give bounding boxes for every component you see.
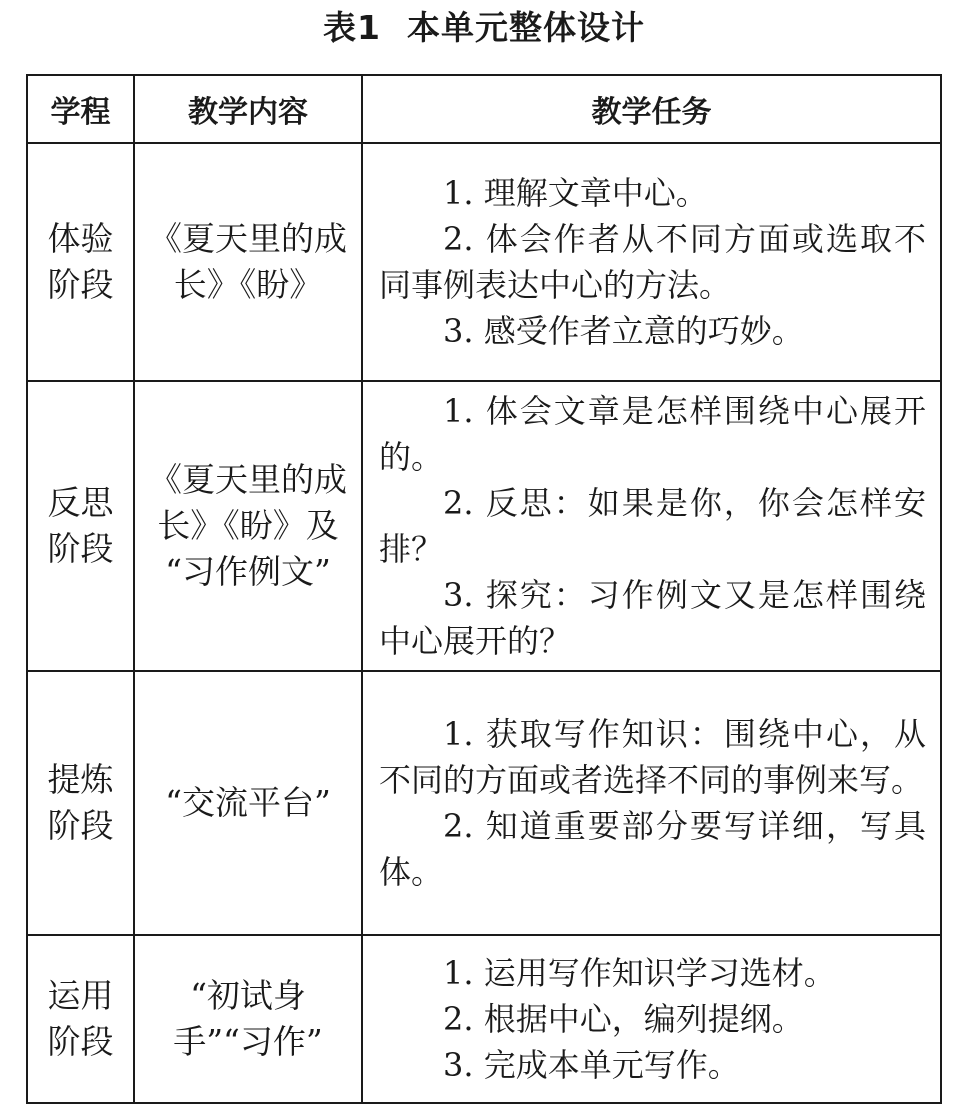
task-item: 3. 感受作者立意的巧妙。 bbox=[443, 312, 804, 350]
content-cell bbox=[134, 381, 362, 671]
task-item: 2. 体会作者从不同方面或选取不同事例表达中心的方法。 bbox=[379, 220, 926, 304]
content-line: “交流平台” bbox=[165, 783, 331, 822]
tasks-cell bbox=[362, 143, 941, 381]
task-item: 2. 根据中心，编列提纲。 bbox=[443, 1000, 804, 1038]
table-row bbox=[27, 671, 941, 935]
content-line: “初试身 bbox=[190, 976, 306, 1015]
content-cell bbox=[134, 935, 362, 1103]
task-item: 1. 获取写作知识：围绕中心，从不同的方面或者选择不同的事例来写。 bbox=[379, 715, 926, 799]
stage-cell bbox=[27, 381, 134, 671]
stage-line: 阶段 bbox=[47, 1022, 114, 1061]
stage-line: 体验 bbox=[47, 219, 114, 258]
task-item: 2. 知道重要部分要写详细，写具体。 bbox=[379, 807, 926, 891]
table-row bbox=[27, 381, 941, 671]
table-row bbox=[27, 143, 941, 381]
table-row bbox=[27, 935, 941, 1103]
table-number: 表1 bbox=[323, 8, 381, 47]
table-title: 本单元整体设计 bbox=[406, 8, 645, 47]
stage-line: 反思 bbox=[47, 483, 114, 522]
header-stage: 学程 bbox=[27, 75, 134, 143]
header-content: 教学内容 bbox=[134, 75, 362, 143]
tasks-cell bbox=[362, 935, 941, 1103]
task-item: 1. 理解文章中心。 bbox=[443, 174, 708, 212]
stage-line: 阶段 bbox=[47, 806, 114, 845]
task-item: 1. 运用写作知识学习选材。 bbox=[443, 954, 836, 992]
content-cell bbox=[134, 671, 362, 935]
task-item: 2. 反思：如果是你，你会怎样安排？ bbox=[379, 484, 926, 568]
stage-line: 运用 bbox=[47, 976, 114, 1015]
header-row bbox=[27, 75, 941, 143]
tasks-cell bbox=[362, 381, 941, 671]
table-caption bbox=[0, 6, 968, 50]
task-item: 3. 完成本单元写作。 bbox=[443, 1046, 740, 1084]
content-cell bbox=[134, 143, 362, 381]
stage-line: 阶段 bbox=[47, 529, 114, 568]
content-line: 《夏天里的成 bbox=[149, 219, 347, 258]
content-line: 长》《盼》及 bbox=[157, 506, 339, 545]
task-item: 1. 体会文章是怎样围绕中心展开的。 bbox=[379, 392, 926, 476]
tasks-cell bbox=[362, 671, 941, 935]
stage-line: 提炼 bbox=[47, 760, 114, 799]
stage-cell bbox=[27, 935, 134, 1103]
task-item: 3. 探究：习作例文又是怎样围绕中心展开的？ bbox=[379, 576, 926, 660]
stage-line: 阶段 bbox=[47, 265, 114, 304]
content-line: 手”“习作” bbox=[173, 1022, 323, 1061]
header-tasks: 教学任务 bbox=[362, 75, 941, 143]
content-line: 长》《盼》 bbox=[173, 265, 323, 304]
content-line: 《夏天里的成 bbox=[149, 460, 347, 499]
unit-design-table bbox=[26, 74, 942, 1104]
content-line: “习作例文” bbox=[165, 552, 331, 591]
stage-cell bbox=[27, 143, 134, 381]
stage-cell bbox=[27, 671, 134, 935]
